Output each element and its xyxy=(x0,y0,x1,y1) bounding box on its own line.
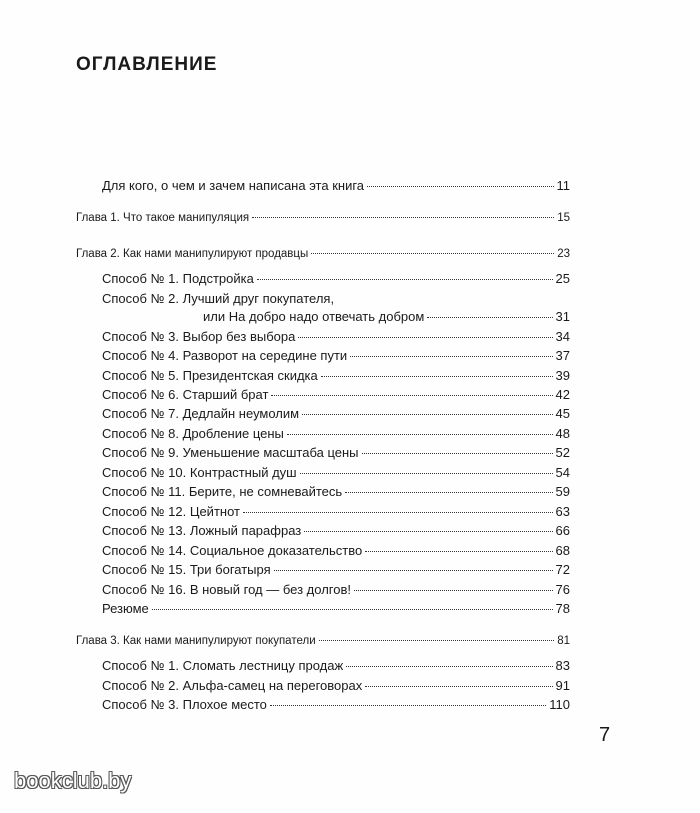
toc-entry-method[interactable] xyxy=(102,504,570,520)
toc-entry-page: 52 xyxy=(555,445,570,460)
page-title: ОГЛАВЛЕНИЕ xyxy=(76,54,218,75)
toc-entry-method[interactable] xyxy=(102,271,570,287)
toc-entry-chapter-3[interactable] xyxy=(76,633,570,649)
toc-entry-title: Способ № 5. Президентская скидка xyxy=(102,368,318,383)
toc-entry-title: Способ № 3. Выбор без выбора xyxy=(102,329,296,344)
leader-dots xyxy=(257,278,553,280)
leader-dots xyxy=(243,511,553,513)
toc-entry-title: Способ № 15. Три богатыря xyxy=(102,562,271,577)
toc-entry-page: 76 xyxy=(555,582,570,597)
toc-entry-page: 81 xyxy=(557,635,570,647)
toc-entry-page: 39 xyxy=(555,368,570,383)
leader-dots xyxy=(298,336,552,338)
leader-dots xyxy=(300,472,553,474)
toc-entry-method[interactable] xyxy=(102,368,570,384)
toc-entry-title: Способ № 4. Разворот на середине пути xyxy=(102,348,348,363)
toc-entry-page: 66 xyxy=(555,523,570,538)
toc-entry-title: Способ № 8. Дробление цены xyxy=(102,426,284,441)
toc-entry-page: 59 xyxy=(555,484,570,499)
toc-entry-title: Способ № 1. Сломать лестницу продаж xyxy=(102,658,344,673)
toc-entry-method[interactable] xyxy=(102,348,570,364)
leader-dots xyxy=(365,550,552,552)
toc-entry-intro[interactable] xyxy=(102,178,570,194)
toc-entry-title: Резюме xyxy=(102,601,149,616)
toc-entry-title: Глава 3. Как нами манипулируют покупатели xyxy=(76,635,316,647)
leader-dots xyxy=(319,639,555,641)
leader-dots xyxy=(365,685,552,687)
toc-entry-title: Способ № 2. Альфа-самец на переговорах xyxy=(102,678,363,693)
toc-entry-title: Способ № 3. Плохое место xyxy=(102,697,267,712)
toc-entry-title: Способ № 13. Ложный парафраз xyxy=(102,523,302,538)
toc-entry-title: Способ № 12. Цейтнот xyxy=(102,504,240,519)
leader-dots xyxy=(304,530,552,532)
toc-entry-method[interactable] xyxy=(102,329,570,345)
leader-dots xyxy=(427,316,552,318)
toc-entry-method[interactable] xyxy=(102,582,570,598)
toc-entry-method-continued[interactable] xyxy=(203,309,570,325)
toc-entry-page: 54 xyxy=(555,465,570,480)
toc-entry-page: 72 xyxy=(555,562,570,577)
toc-entry-method[interactable] xyxy=(102,445,570,461)
page-number: 7 xyxy=(599,724,611,746)
toc-entry-page: 15 xyxy=(557,212,570,224)
leader-dots xyxy=(252,216,554,218)
toc-entry-page: 25 xyxy=(555,271,570,286)
toc-entry-page: 91 xyxy=(555,678,570,693)
leader-dots xyxy=(346,665,552,667)
leader-dots xyxy=(302,413,552,415)
watermark-logo: bookclub.by xyxy=(14,768,132,793)
toc-entry-page: 78 xyxy=(555,601,570,616)
toc-entry-page: 37 xyxy=(555,348,570,363)
leader-dots xyxy=(321,375,553,377)
toc-entry-method[interactable] xyxy=(102,387,570,403)
toc-entry-method[interactable] xyxy=(102,406,570,422)
toc-entry-page: 110 xyxy=(549,697,570,712)
toc-entry-page: 34 xyxy=(555,329,570,344)
toc-entry-chapter-2[interactable] xyxy=(76,246,570,262)
toc-entry-page: 63 xyxy=(555,504,570,519)
toc-entry-title: Способ № 1. Подстройка xyxy=(102,271,254,286)
leader-dots xyxy=(270,704,546,706)
leader-dots xyxy=(350,355,552,357)
leader-dots xyxy=(311,252,554,254)
toc-entry-title: Для кого, о чем и зачем написана эта книга xyxy=(102,178,365,193)
toc-entry-page: 23 xyxy=(557,248,570,260)
toc-entry-method[interactable] xyxy=(102,291,570,307)
toc-entry-method[interactable] xyxy=(102,562,570,578)
toc-entry-chapter-1[interactable] xyxy=(76,210,570,226)
toc-entry-method[interactable] xyxy=(102,484,570,500)
toc-entry-title: Способ № 16. В новый год — без долгов! xyxy=(102,582,351,597)
toc-entry-method[interactable] xyxy=(102,697,570,713)
toc-entry-title: Способ № 9. Уменьшение масштаба цены xyxy=(102,445,359,460)
toc-entry-title: Способ № 7. Дедлайн неумолим xyxy=(102,406,300,421)
toc-entry-method[interactable] xyxy=(102,465,570,481)
leader-dots xyxy=(345,491,552,493)
toc-entry-page: 31 xyxy=(555,309,570,324)
toc-entry-title: Способ № 11. Берите, не сомневайтесь xyxy=(102,484,343,499)
leader-dots xyxy=(271,394,552,396)
toc-entry-method[interactable] xyxy=(102,426,570,442)
toc-entry-page: 83 xyxy=(555,658,570,673)
toc-entry-page: 68 xyxy=(555,543,570,558)
toc-entry-title: Способ № 10. Контрастный душ xyxy=(102,465,297,480)
leader-dots xyxy=(362,452,553,454)
toc-entry-summary[interactable] xyxy=(102,601,570,617)
toc-entry-method[interactable] xyxy=(102,543,570,559)
toc-entry-title: Способ № 14. Социальное доказательство xyxy=(102,543,363,558)
toc-entry-method[interactable] xyxy=(102,523,570,539)
toc-entry-page: 48 xyxy=(555,426,570,441)
leader-dots xyxy=(152,608,553,610)
toc-entry-method[interactable] xyxy=(102,678,570,694)
toc-entry-title: Глава 1. Что такое манипуляция xyxy=(76,212,250,224)
toc-entry-title: или На добро надо отвечать добром xyxy=(203,309,425,324)
leader-dots xyxy=(354,589,553,591)
toc-entry-title: Способ № 2. Лучший друг покупателя, xyxy=(102,291,335,306)
toc-entry-method[interactable] xyxy=(102,658,570,674)
leader-dots xyxy=(287,433,553,435)
toc-entry-page: 42 xyxy=(555,387,570,402)
toc-entry-title: Способ № 6. Старший брат xyxy=(102,387,269,402)
toc-entry-page: 11 xyxy=(556,178,570,193)
leader-dots xyxy=(367,185,553,187)
toc-entry-title: Глава 2. Как нами манипулируют продавцы xyxy=(76,248,309,260)
toc-entry-page: 45 xyxy=(555,406,570,421)
leader-dots xyxy=(274,569,553,571)
